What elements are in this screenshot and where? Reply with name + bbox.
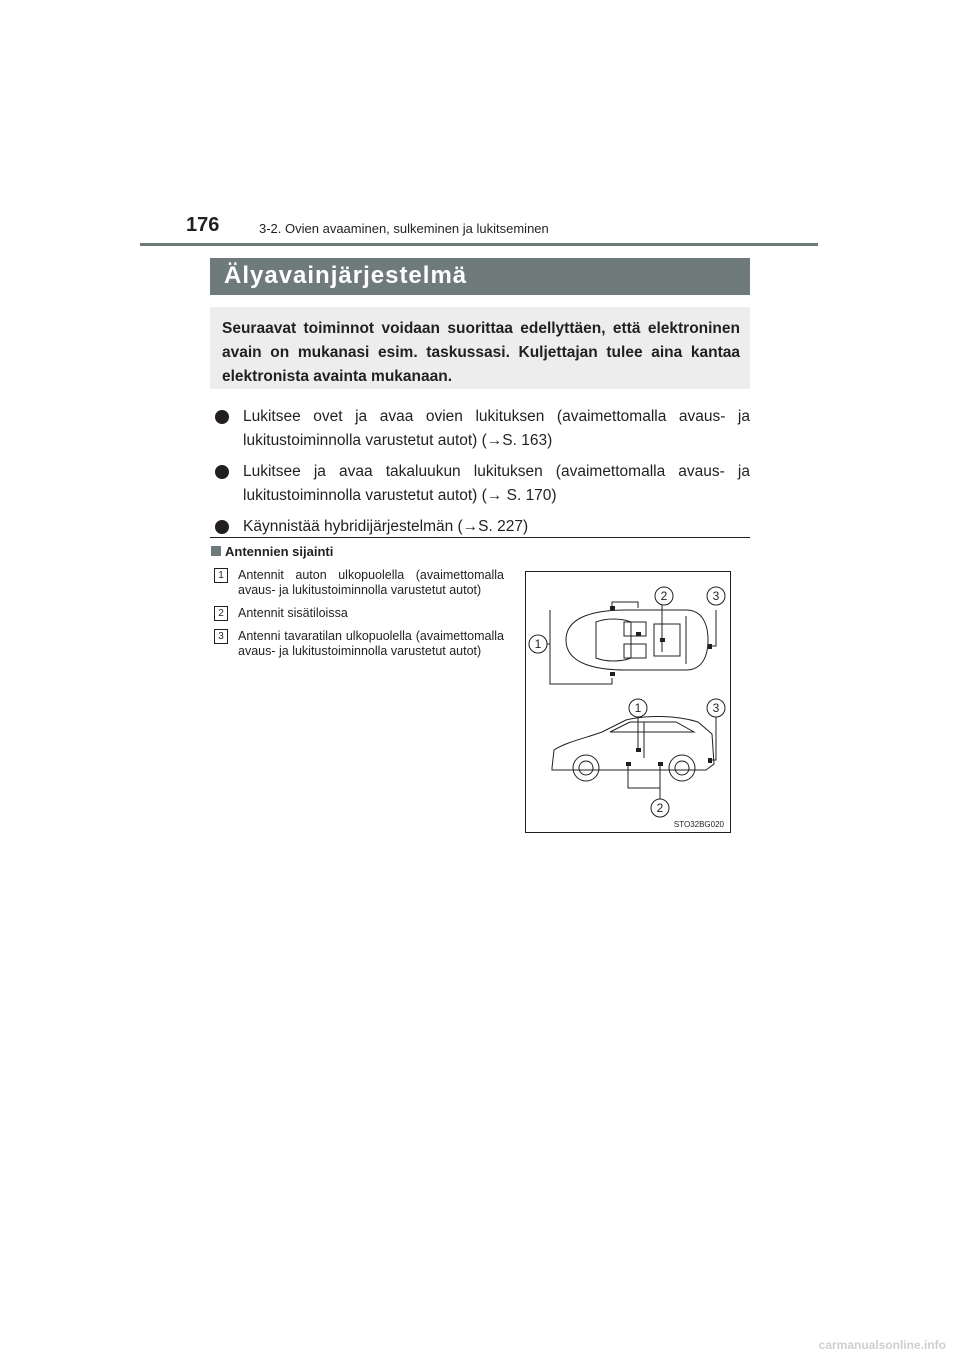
bullet-text: Lukitsee ja avaa takaluukun lukituksen (avaimettomalla avaus- ja lukitustoiminnolla varustetut autot) (→ S. 170) <box>243 463 750 504</box>
list-item <box>215 515 750 539</box>
subsection-heading-text: Antennien sijainti <box>225 544 334 559</box>
legend-number-badge: 3 <box>214 629 228 644</box>
callout-3-top: 3 <box>712 589 720 603</box>
bullet-icon <box>215 520 229 534</box>
subsection-divider <box>210 537 750 538</box>
legend-text: Antenni tavaratilan ulkopuolella (avaimettomalla avaus- ja lukitustoiminnolla varustetut autot) <box>238 629 504 658</box>
title-bar <box>210 258 750 295</box>
legend-text: Antennit sisätiloissa <box>238 606 348 620</box>
legend-list <box>214 568 504 667</box>
callout-1-side: 1 <box>634 701 642 715</box>
legend-item <box>214 606 504 621</box>
car-top-view <box>566 610 708 670</box>
page-number: 176 <box>186 214 220 236</box>
intro-box <box>210 307 750 389</box>
callout-1-top: 1 <box>534 637 542 651</box>
header-divider <box>140 243 818 246</box>
car-illustration <box>526 572 730 832</box>
legend-number-badge: 2 <box>214 606 228 621</box>
bullet-list <box>215 405 750 546</box>
square-bullet-icon <box>211 546 221 556</box>
callout-2-top: 2 <box>660 589 668 603</box>
list-item <box>215 405 750 453</box>
page-title: Älyavainjärjestelmä <box>224 262 468 289</box>
car-side-view <box>552 716 714 781</box>
bullet-icon <box>215 465 229 479</box>
figure-code: STO32BG020 <box>673 820 724 829</box>
list-item <box>215 460 750 508</box>
bullet-text: Käynnistää hybridijärjestelmän (→S. 227) <box>243 518 529 535</box>
legend-item <box>214 568 504 598</box>
bullet-text: Lukitsee ovet ja avaa ovien lukituksen (avaimettomalla avaus- ja lukitustoiminnolla varustetut autot) (→S. 163) <box>243 408 750 449</box>
watermark: carmanualsonline.info <box>818 1338 946 1352</box>
legend-text: Antennit auton ulkopuolella (avaimettomalla avaus- ja lukitustoiminnolla varustetut autot) <box>238 568 504 597</box>
legend-item <box>214 629 504 659</box>
legend-number-badge: 1 <box>214 568 228 583</box>
callout-3-side: 3 <box>712 701 720 715</box>
antenna-markers <box>610 606 712 766</box>
subsection-heading <box>211 544 333 559</box>
callout-2-side: 2 <box>656 801 664 815</box>
section-header: 3-2. Ovien avaaminen, sulkeminen ja lukitseminen <box>259 221 549 236</box>
intro-text: Seuraavat toiminnot voidaan suorittaa edellyttäen, että elektroninen avain on mukanasi esim. taskussasi. Kuljettajan tulee aina kantaa elektronista avainta mukanaan. <box>222 320 740 385</box>
bullet-icon <box>215 410 229 424</box>
antenna-location-figure <box>525 571 731 833</box>
